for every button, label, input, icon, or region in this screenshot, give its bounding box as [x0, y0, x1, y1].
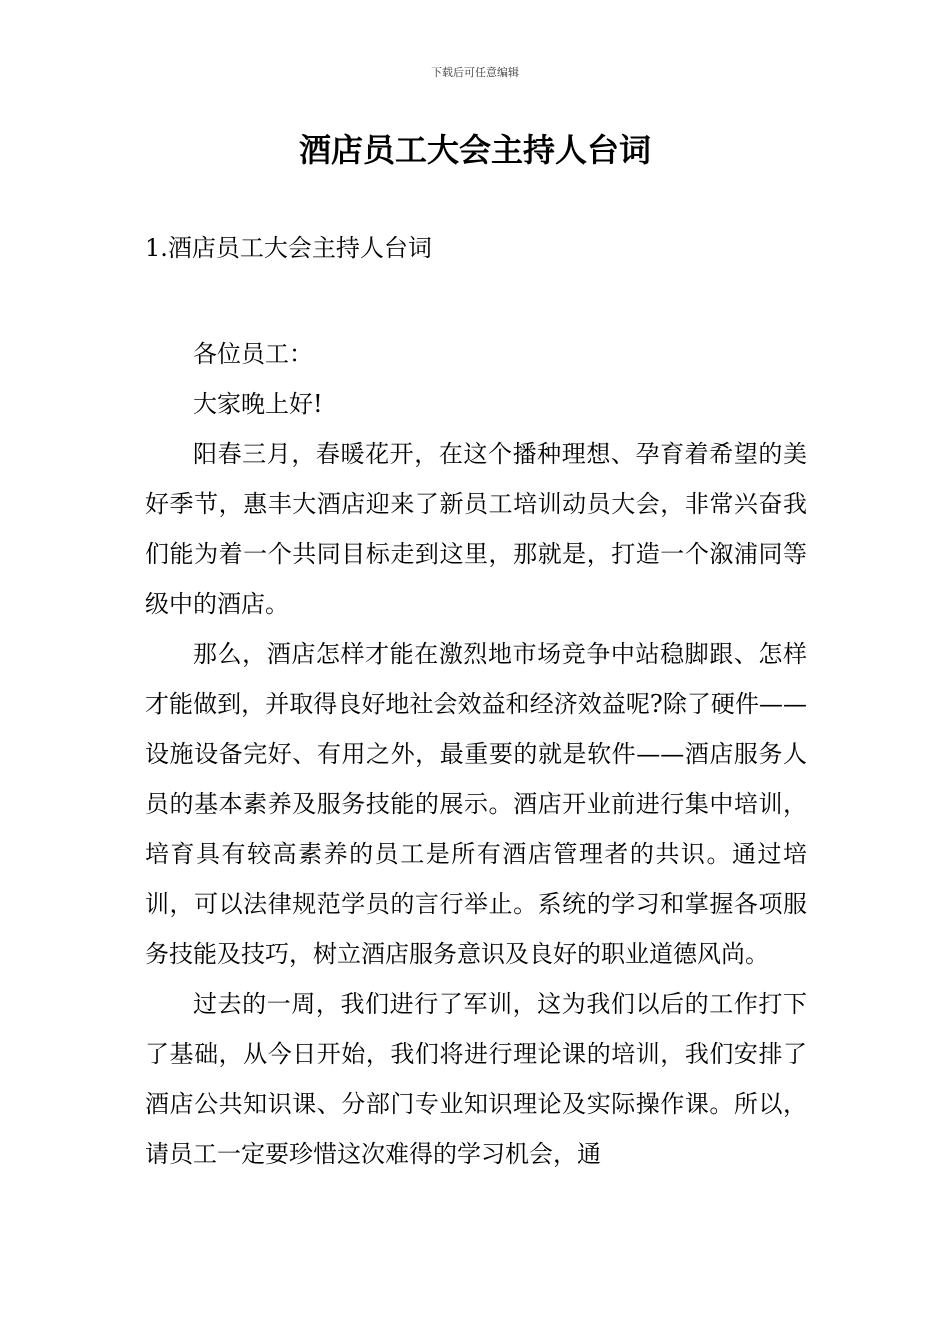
paragraph-intro: 阳春三月，春暖花开，在这个播种理想、孕育着希望的美好季节，惠丰大酒店迎来了新员工培训动员大会，非常兴奋我们能为着一个共同目标走到这里，那就是，打造一个溆浦同等级中的酒店。 — [145, 440, 807, 618]
section-heading: 1.酒店员工大会主持人台词 — [145, 234, 432, 262]
paragraph-salutation: 大家晚上好! — [193, 390, 323, 418]
body-text — [145, 329, 807, 1179]
paragraph-greeting: 各位员工： — [193, 340, 313, 368]
document-title: 酒店员工大会主持人台词 — [298, 131, 651, 169]
paragraph-competition: 那么，酒店怎样才能在激烈地市场竞争中站稳脚跟、怎样才能做到，并取得良好地社会效益和经济效益呢?除了硬件——设施设备完好、有用之外，最重要的就是软件——酒店服务人员的基本素养及服务技能的展示。酒店开业前进行集中培训，培育具有较高素养的员工是所有酒店管理者的共识。通过培训，可以法律规范学员的言行举止。系统的学习和掌握各项服务技能及技巧，树立酒店服务意识及良好的职业道德风尚。 — [145, 640, 807, 968]
paragraph-training: 过去的一周，我们进行了军训，这为我们以后的工作打下了基础，从今日开始，我们将进行理论课的培训，我们安排了酒店公共知识课、分部门专业知识理论及实际操作课。所以，请员工一定要珍惜这次难得的学习机会，通 — [145, 990, 807, 1168]
header-note: 下载后可任意编辑 — [431, 66, 519, 79]
